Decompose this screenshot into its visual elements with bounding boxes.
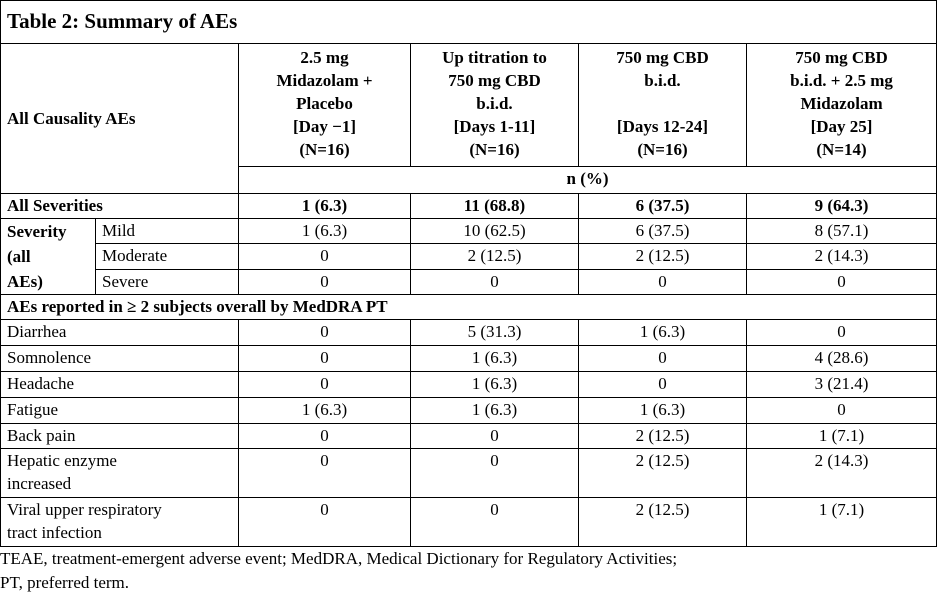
table-cell: 9 (64.3) [747, 194, 937, 219]
table-cell: 2 (14.3) [747, 449, 937, 498]
table-cell: 8 (57.1) [747, 219, 937, 244]
table-cell: 1 (6.3) [239, 219, 411, 244]
table-cell: 0 [411, 498, 579, 547]
table-cell: 0 [239, 320, 411, 346]
table-cell: 1 (6.3) [411, 346, 579, 372]
table-cell: 1 (6.3) [411, 398, 579, 424]
severity-label: Severe [96, 269, 239, 294]
column-header: 750 mg CBD b.i.d. [Days 12-24] (N=16) [579, 44, 747, 167]
table-cell: 2 (12.5) [579, 244, 747, 269]
section-label: AEs reported in ≥ 2 subjects overall by MedDRA PT [1, 295, 937, 320]
table-cell: 1 (6.3) [239, 398, 411, 424]
severity-label: Moderate [96, 244, 239, 269]
table-cell: 3 (21.4) [747, 372, 937, 398]
severity-group-label: Severity (all AEs) [1, 219, 96, 295]
table-cell: 1 (6.3) [579, 398, 747, 424]
column-header: 2.5 mg Midazolam + Placebo [Day −1] (N=16) [239, 44, 411, 167]
unit-label: n (%) [239, 167, 937, 194]
table-cell: 0 [579, 269, 747, 294]
table-cell: 0 [239, 372, 411, 398]
table-cell: 4 (28.6) [747, 346, 937, 372]
table-cell: 6 (37.5) [579, 194, 747, 219]
table-cell: 0 [747, 398, 937, 424]
pt-label: Somnolence [1, 346, 239, 372]
table-cell: 2 (12.5) [579, 498, 747, 547]
table-cell: 0 [579, 346, 747, 372]
table-cell: 1 (6.3) [411, 372, 579, 398]
pt-label: Back pain [1, 424, 239, 449]
table-cell: 0 [411, 424, 579, 449]
pt-label: Diarrhea [1, 320, 239, 346]
table-cell: 11 (68.8) [411, 194, 579, 219]
table-cell: 1 (6.3) [239, 194, 411, 219]
table-cell: 0 [239, 424, 411, 449]
table-cell: 1 (6.3) [579, 320, 747, 346]
table-cell: 0 [411, 449, 579, 498]
table-cell: 0 [239, 498, 411, 547]
table-cell: 5 (31.3) [411, 320, 579, 346]
severity-label: Mild [96, 219, 239, 244]
column-header: Up titration to 750 mg CBD b.i.d. [Days 1-11] (N=16) [411, 44, 579, 167]
table-cell: 1 (7.1) [747, 498, 937, 547]
table-cell: 0 [239, 449, 411, 498]
row-header: All Causality AEs [1, 44, 239, 194]
table-cell: 0 [747, 320, 937, 346]
table-cell: 0 [239, 269, 411, 294]
table-cell: 6 (37.5) [579, 219, 747, 244]
table-title: Table 2: Summary of AEs [1, 1, 937, 44]
footnote: TEAE, treatment-emergent adverse event; MedDRA, Medical Dictionary for Regulatory Activities; PT, preferred term. [0, 549, 678, 592]
table-cell: 0 [239, 346, 411, 372]
pt-label: Viral upper respiratory tract infection [1, 498, 239, 547]
table-cell: 0 [747, 269, 937, 294]
pt-label: Hepatic enzyme increased [1, 449, 239, 498]
all-severities-label: All Severities [1, 194, 239, 219]
table-cell: 0 [579, 372, 747, 398]
table-cell: 2 (12.5) [411, 244, 579, 269]
table-cell: 2 (14.3) [747, 244, 937, 269]
table-cell: 10 (62.5) [411, 219, 579, 244]
table-cell: 0 [411, 269, 579, 294]
table-cell: 1 (7.1) [747, 424, 937, 449]
pt-label: Headache [1, 372, 239, 398]
column-header: 750 mg CBD b.i.d. + 2.5 mg Midazolam [Day 25] (N=14) [747, 44, 937, 167]
table-cell: 2 (12.5) [579, 449, 747, 498]
table-cell: 2 (12.5) [579, 424, 747, 449]
table-cell: 0 [239, 244, 411, 269]
pt-label: Fatigue [1, 398, 239, 424]
